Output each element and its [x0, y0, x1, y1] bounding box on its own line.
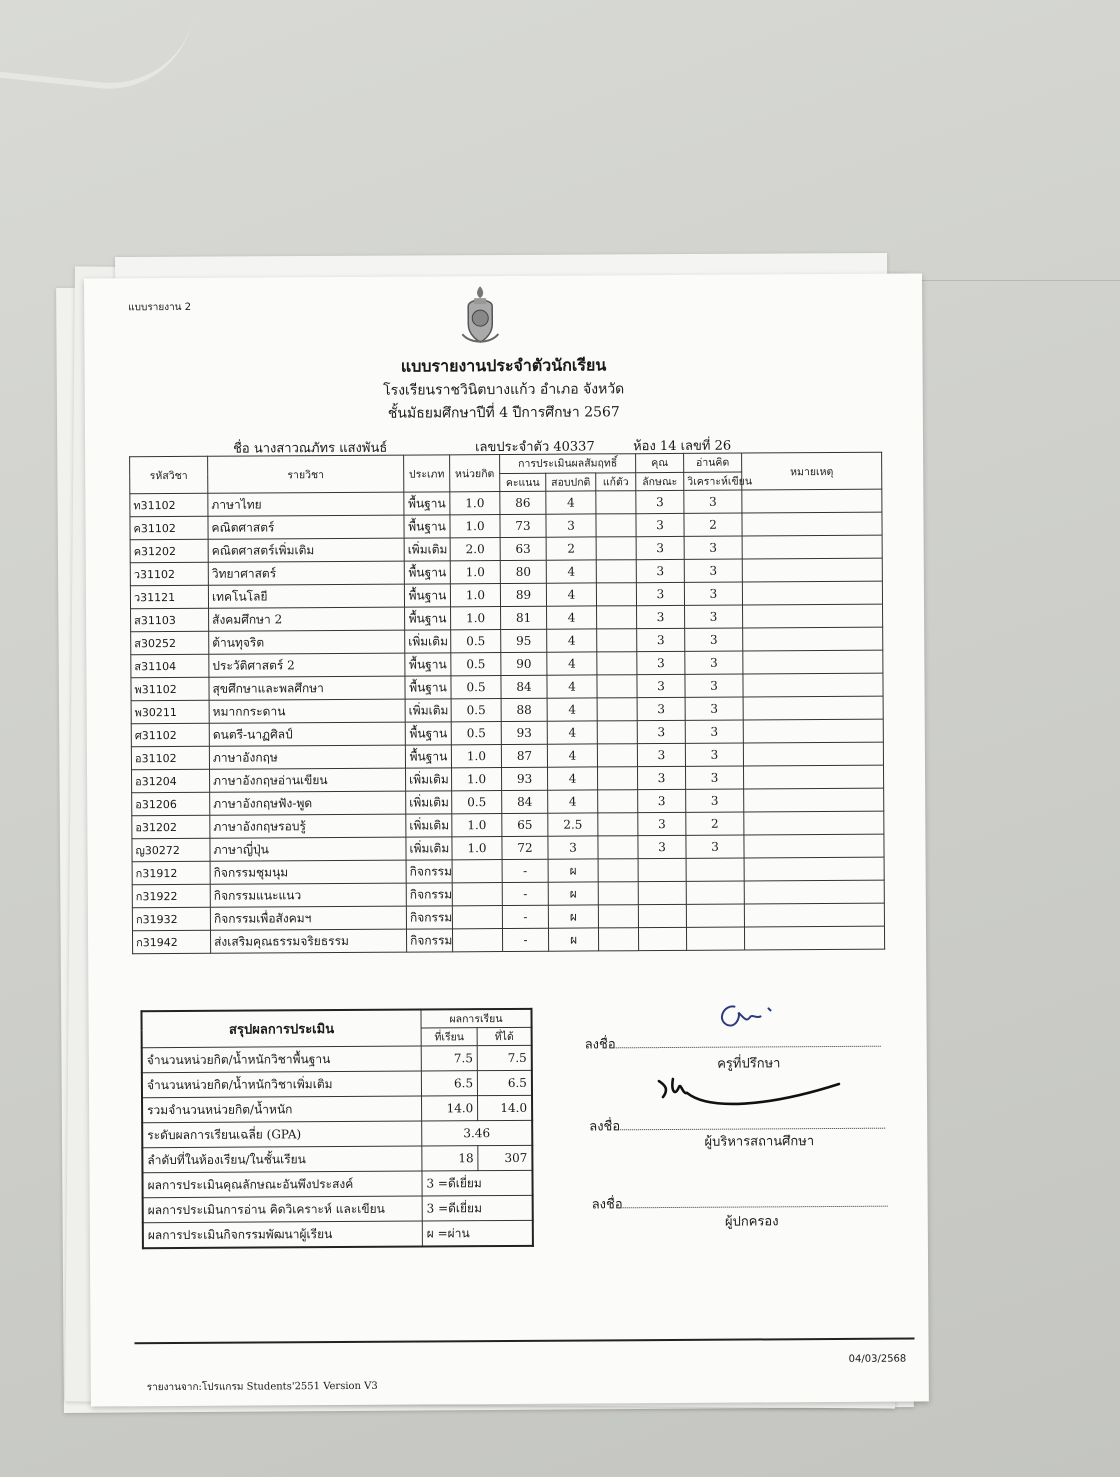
grade-reading: [686, 858, 744, 881]
header-reading-top: อ่านคิด: [684, 453, 742, 472]
grade-remark: [742, 581, 882, 605]
grade-credit: 0.5: [451, 676, 501, 699]
grade-subject: ภาษาอังกฤษ: [209, 745, 405, 769]
summary-value: 14.0: [478, 1095, 532, 1120]
grade-subject: ภาษาอังกฤษรอบรู้: [210, 814, 406, 838]
grade-code: ก31942: [132, 930, 210, 953]
grade-score: 86: [500, 491, 546, 514]
grade-character: 3: [638, 789, 686, 812]
grade-remark: [742, 535, 882, 559]
grade-result: 4: [546, 560, 596, 583]
summary-col-earned: ที่ได้: [477, 1027, 531, 1045]
grade-code: อ31206: [132, 792, 210, 815]
grade-subject: สังคมศึกษา 2: [209, 607, 405, 631]
grade-character: 3: [636, 513, 684, 536]
header-reading-bottom: วิเคราะห์เขียน: [684, 472, 742, 491]
summary-label: ผลการประเมินกิจกรรมพัฒนาผู้เรียน: [143, 1221, 423, 1248]
grade-score: 90: [501, 652, 547, 675]
grade-score: 87: [501, 744, 547, 767]
grade-subject: ประวัติศาสตร์ 2: [209, 653, 405, 677]
grade-character: 3: [638, 812, 686, 835]
grade-code: ส31104: [131, 654, 209, 677]
grade-result: 4: [547, 744, 597, 767]
grade-retake: [596, 491, 636, 514]
director-signature-icon: [649, 1070, 849, 1121]
rank-class: 307: [478, 1145, 532, 1170]
grade-retake: [597, 629, 637, 652]
sign-label: ลงชื่อ: [584, 1037, 616, 1053]
grade-remark: [743, 650, 883, 674]
grade-type: เพิ่มเติม: [406, 814, 452, 837]
grade-credit: [452, 860, 502, 883]
header-type: ประเภท: [404, 455, 450, 492]
grade-type: เพิ่มเติม: [406, 768, 452, 791]
report-title: แบบรายงานประจำตัวนักเรียน: [400, 355, 607, 376]
header-score: คะแนน: [500, 473, 546, 492]
grade-credit: 1.0: [452, 814, 502, 837]
advisor-role: ครูที่ปรึกษา: [717, 1056, 781, 1072]
grade-type: กิจกรรม: [406, 860, 452, 883]
grade-reading: 3: [685, 628, 743, 651]
grade-retake: [597, 606, 637, 629]
grade-type: พื้นฐาน: [405, 722, 451, 745]
sign-label: ลงชื่อ: [591, 1197, 623, 1213]
grade-result: 4: [546, 491, 596, 514]
print-date: 04/03/2568: [848, 1353, 907, 1365]
grade-result: 4: [546, 583, 596, 606]
grade-reading: [686, 904, 744, 927]
grade-credit: 1.0: [450, 561, 500, 584]
grade-reading: 3: [685, 743, 743, 766]
grade-reading: 3: [685, 605, 743, 628]
rank-room: 18: [422, 1146, 478, 1171]
summary-label: ลำดับที่ในห้องเรียน/ในชั้นเรียน: [142, 1146, 422, 1173]
grade-reading: 3: [685, 720, 743, 743]
grade-character: 3: [636, 536, 684, 559]
grade-character: 3: [637, 697, 685, 720]
student-room: ห้อง 14 เลขที่ 26: [632, 438, 732, 455]
grade-score: 93: [501, 721, 547, 744]
grade-reading: 3: [686, 789, 744, 812]
summary-label: ระดับผลการเรียนเฉลี่ย (GPA): [142, 1121, 422, 1148]
grade-subject: วิทยาศาสตร์: [208, 561, 404, 585]
school-line: โรงเรียนราชวินิตบางแก้ว อำเภอ จังหวัด: [383, 381, 625, 399]
sign-dots: [623, 1194, 888, 1209]
grade-subject: ภาษาญี่ปุ่น: [210, 837, 406, 861]
grade-code: พ31102: [131, 677, 209, 700]
grade-retake: [598, 905, 638, 928]
report-sheet: [84, 273, 929, 1406]
grade-remark: [743, 719, 883, 743]
summary-result-header: ผลการเรียน: [421, 1009, 532, 1028]
grade-subject: ภาษาอังกฤษฟัง-พูด: [210, 791, 406, 815]
grade-subject: ภาษาไทย: [208, 492, 404, 516]
grade-type: กิจกรรม: [406, 883, 452, 906]
grade-reading: 3: [684, 582, 742, 605]
reading-result: 3 =ดีเยี่ยม: [422, 1195, 533, 1221]
grade-credit: 0.5: [452, 791, 502, 814]
grade-character: 3: [637, 743, 685, 766]
grade-score: -: [502, 859, 548, 882]
grade-subject: กิจกรรมแนะแนว: [210, 883, 406, 907]
grade-score: 84: [501, 675, 547, 698]
grade-code: ว31102: [130, 562, 208, 585]
grade-reading: 3: [685, 651, 743, 674]
grade-retake: [597, 652, 637, 675]
grade-code: ก31922: [132, 884, 210, 907]
summary-label: จำนวนหน่วยกิต/น้ำหนักวิชาพื้นฐาน: [142, 1046, 422, 1073]
grade-reading: 2: [684, 513, 742, 536]
grade-code: ท31102: [130, 493, 208, 516]
grade-code: ค31202: [130, 539, 208, 562]
activity-result: ผ =ผ่าน: [422, 1220, 533, 1246]
grade-score: 93: [502, 767, 548, 790]
grade-result: ผ: [548, 882, 598, 905]
grade-subject: ส่งเสริมคุณธรรมจริยธรรม: [210, 929, 406, 953]
grade-character: 3: [637, 720, 685, 743]
grade-type: พื้นฐาน: [404, 492, 450, 515]
summary-label: รวมจำนวนหน่วยกิต/น้ำหนัก: [142, 1096, 422, 1123]
advisor-signature-icon: [704, 996, 784, 1036]
grade-credit: 0.5: [451, 722, 501, 745]
summary-row: [142, 1120, 532, 1147]
grade-score: 63: [500, 537, 546, 560]
grade-result: ผ: [548, 905, 598, 928]
grade-character: 3: [638, 835, 686, 858]
director-role: ผู้บริหารสถานศึกษา: [704, 1134, 815, 1150]
grade-reading: 3: [684, 536, 742, 559]
grade-code: ก31912: [132, 861, 210, 884]
grade-reading: 3: [684, 490, 742, 513]
grade-character: [638, 858, 686, 881]
grade-reading: 3: [685, 674, 743, 697]
character-result: 3 =ดีเยี่ยม: [422, 1170, 533, 1196]
grade-code: อ31204: [132, 769, 210, 792]
grade-result: 4: [547, 698, 597, 721]
grade-retake: [596, 583, 636, 606]
grade-code: ญ30272: [132, 838, 210, 861]
summary-row: [142, 1145, 532, 1172]
grade-code: ว31121: [130, 585, 208, 608]
grade-retake: [596, 537, 636, 560]
header-credit: หน่วยกิต: [450, 455, 500, 492]
grade-retake: [597, 744, 637, 767]
grade-score: -: [502, 905, 548, 928]
grade-score: 73: [500, 514, 546, 537]
grade-code: อ31102: [131, 746, 209, 769]
grade-remark: [744, 765, 884, 789]
summary-row: [143, 1220, 533, 1248]
grades-table: [129, 452, 885, 955]
grade-remark: [744, 880, 884, 904]
header-remark: หมายเหตุ: [742, 452, 882, 490]
grade-remark: [743, 742, 883, 766]
grade-remark: [744, 857, 884, 881]
grade-reading: 3: [686, 835, 744, 858]
grade-score: -: [502, 882, 548, 905]
grade-result: 2: [546, 537, 596, 560]
summary-col-study: ที่เรียน: [421, 1028, 477, 1046]
grade-subject: กิจกรรมชุมนุม: [210, 860, 406, 884]
grade-credit: 1.0: [450, 584, 500, 607]
grade-result: ผ: [548, 928, 598, 951]
grade-remark: [743, 604, 883, 628]
grade-credit: 1.0: [450, 492, 500, 515]
grade-retake: [598, 813, 638, 836]
grade-credit: 1.0: [450, 515, 500, 538]
grade-score: -: [502, 928, 548, 951]
header-subject: รายวิชา: [208, 455, 404, 493]
grade-retake: [597, 698, 637, 721]
header-code: รหัสวิชา: [130, 456, 208, 493]
header-grade: สอบปกติ: [546, 472, 596, 491]
summary-label: ผลการประเมินการอ่าน คิดวิเคราะห์ และเขียน: [143, 1196, 423, 1223]
grade-credit: 1.0: [451, 745, 501, 768]
grade-reading: [686, 927, 744, 950]
header-character-top: คุณ: [636, 453, 684, 472]
gpa-value: 3.46: [422, 1120, 533, 1146]
grade-remark: [742, 558, 882, 582]
grade-year-line: ชั้นมัธยมศึกษาปีที่ 4 ปีการศึกษา 2567: [387, 404, 620, 422]
header-character-bottom: ลักษณะ: [636, 472, 684, 491]
grade-type: เพิ่มเติม: [405, 699, 451, 722]
student-id: เลขประจำตัว 40337: [475, 439, 595, 456]
grade-credit: [452, 883, 502, 906]
grade-remark: [744, 788, 884, 812]
grade-code: ส30252: [131, 631, 209, 654]
grade-result: ผ: [548, 859, 598, 882]
grade-remark: [744, 834, 884, 858]
summary-value: 6.5: [421, 1071, 477, 1096]
grade-type: พื้นฐาน: [404, 515, 450, 538]
grade-type: พื้นฐาน: [404, 584, 450, 607]
grade-reading: 2: [686, 812, 744, 835]
grade-remark: [744, 811, 884, 835]
grade-code: อ31202: [132, 815, 210, 838]
grade-reading: 3: [685, 697, 743, 720]
grade-result: 4: [547, 606, 597, 629]
grade-subject: กิจกรรมเพื่อสังคมฯ: [210, 906, 406, 930]
grade-retake: [598, 790, 638, 813]
grade-type: พื้นฐาน: [405, 653, 451, 676]
grade-score: 88: [501, 698, 547, 721]
summary-value: 7.5: [421, 1046, 477, 1071]
school-emblem-icon: [458, 284, 502, 346]
grade-reading: 3: [684, 559, 742, 582]
grade-result: 4: [547, 652, 597, 675]
grade-subject: สุขศึกษาและพลศึกษา: [209, 676, 405, 700]
grade-code: ค31102: [130, 516, 208, 539]
grade-result: 3: [548, 836, 598, 859]
grade-character: [638, 904, 686, 927]
grade-score: 95: [501, 629, 547, 652]
grade-result: 4: [547, 721, 597, 744]
grade-subject: ภาษาอังกฤษอ่านเขียน: [210, 768, 406, 792]
grade-remark: [744, 926, 884, 950]
cable-background: [0, 0, 194, 97]
summary-row: [142, 1045, 532, 1072]
grade-result: 4: [547, 675, 597, 698]
grade-character: 3: [637, 605, 685, 628]
grade-retake: [597, 721, 637, 744]
grade-credit: 0.5: [451, 653, 501, 676]
grade-credit: 1.0: [452, 837, 502, 860]
grade-credit: [452, 906, 502, 929]
grade-code: พ30211: [131, 700, 209, 723]
grade-character: 3: [638, 766, 686, 789]
grade-score: 80: [500, 560, 546, 583]
summary-table: [140, 1008, 533, 1249]
grade-retake: [598, 928, 638, 951]
grade-remark: [743, 696, 883, 720]
summary-value: 14.0: [421, 1096, 477, 1121]
header-retake: แก้ตัว: [596, 472, 636, 491]
grade-score: 65: [502, 813, 548, 836]
grade-type: เพิ่มเติม: [404, 538, 450, 561]
summary-row: [142, 1070, 532, 1097]
grade-reading: [686, 881, 744, 904]
grade-type: กิจกรรม: [406, 906, 452, 929]
grade-subject: เทคโนโลยี: [208, 584, 404, 608]
grade-retake: [598, 859, 638, 882]
grade-remark: [743, 673, 883, 697]
sign-label: ลงชื่อ: [589, 1119, 621, 1135]
summary-row: [143, 1195, 533, 1222]
grade-reading: 3: [686, 766, 744, 789]
report-source: รายงานจาก:โปรแกรม Students'2551 Version V3: [146, 1380, 378, 1394]
grade-code: ศ31102: [131, 723, 209, 746]
grade-character: 3: [636, 490, 684, 513]
grade-result: 4: [547, 629, 597, 652]
grade-retake: [598, 767, 638, 790]
grade-retake: [598, 882, 638, 905]
grade-subject: ดนตรี-นาฏศิลป์: [209, 722, 405, 746]
grade-retake: [596, 514, 636, 537]
grade-result: 2.5: [548, 813, 598, 836]
grade-character: 3: [636, 559, 684, 582]
grade-score: 72: [502, 836, 548, 859]
grade-type: เพิ่มเติม: [405, 630, 451, 653]
grade-character: 3: [637, 628, 685, 651]
grade-credit: 1.0: [451, 607, 501, 630]
parent-role: ผู้ปกครอง: [724, 1214, 779, 1230]
grade-type: พื้นฐาน: [405, 745, 451, 768]
summary-value: 6.5: [478, 1070, 532, 1095]
grade-type: เพิ่มเติม: [406, 791, 452, 814]
header-achievement: การประเมินผลสัมฤทธิ์: [500, 454, 636, 473]
grade-character: 3: [636, 582, 684, 605]
grade-code: ส31103: [131, 608, 209, 631]
grade-type: เพิ่มเติม: [406, 837, 452, 860]
grade-credit: 0.5: [451, 699, 501, 722]
grade-character: 3: [637, 674, 685, 697]
grade-type: พื้นฐาน: [405, 607, 451, 630]
grade-remark: [743, 627, 883, 651]
summary-title: สรุปผลการประเมิน: [141, 1010, 421, 1048]
summary-row: [142, 1095, 532, 1122]
summary-label: จำนวนหน่วยกิต/น้ำหนักวิชาเพิ่มเติม: [142, 1071, 422, 1098]
grade-character: 3: [637, 651, 685, 674]
grade-score: 84: [502, 790, 548, 813]
grade-retake: [596, 560, 636, 583]
grade-subject: คณิตศาสตร์: [208, 515, 404, 539]
grade-remark: [742, 489, 882, 513]
grade-result: 4: [548, 767, 598, 790]
grade-result: 3: [546, 514, 596, 537]
footer-rule: [135, 1338, 915, 1345]
grade-type: กิจกรรม: [406, 929, 452, 952]
grade-subject: คณิตศาสตร์เพิ่มเติม: [208, 538, 404, 562]
grade-type: พื้นฐาน: [404, 561, 450, 584]
grade-type: พื้นฐาน: [405, 676, 451, 699]
summary-value: 7.5: [477, 1045, 531, 1070]
grade-result: 4: [548, 790, 598, 813]
summary-label: ผลการประเมินคุณลักษณะอันพึงประสงค์: [142, 1171, 422, 1198]
grade-subject: ต้านทุจริต: [209, 630, 405, 654]
grade-credit: 0.5: [451, 630, 501, 653]
grade-score: 81: [501, 606, 547, 629]
grade-retake: [597, 675, 637, 698]
summary-row: [142, 1170, 532, 1197]
table-row: [132, 926, 884, 954]
grade-credit: [452, 929, 502, 952]
grade-subject: หมากกระดาน: [209, 699, 405, 723]
grade-credit: 2.0: [450, 538, 500, 561]
grade-character: [638, 881, 686, 904]
grade-remark: [742, 512, 882, 536]
student-name: ชื่อ นางสาวณภัทร แสงพันธ์: [233, 440, 388, 457]
grade-remark: [744, 903, 884, 927]
grade-character: [638, 927, 686, 950]
grade-retake: [598, 836, 638, 859]
grade-credit: 1.0: [452, 768, 502, 791]
form-code: แบบรายงาน 2: [128, 301, 192, 314]
grade-code: ก31932: [132, 907, 210, 930]
grade-score: 89: [500, 583, 546, 606]
